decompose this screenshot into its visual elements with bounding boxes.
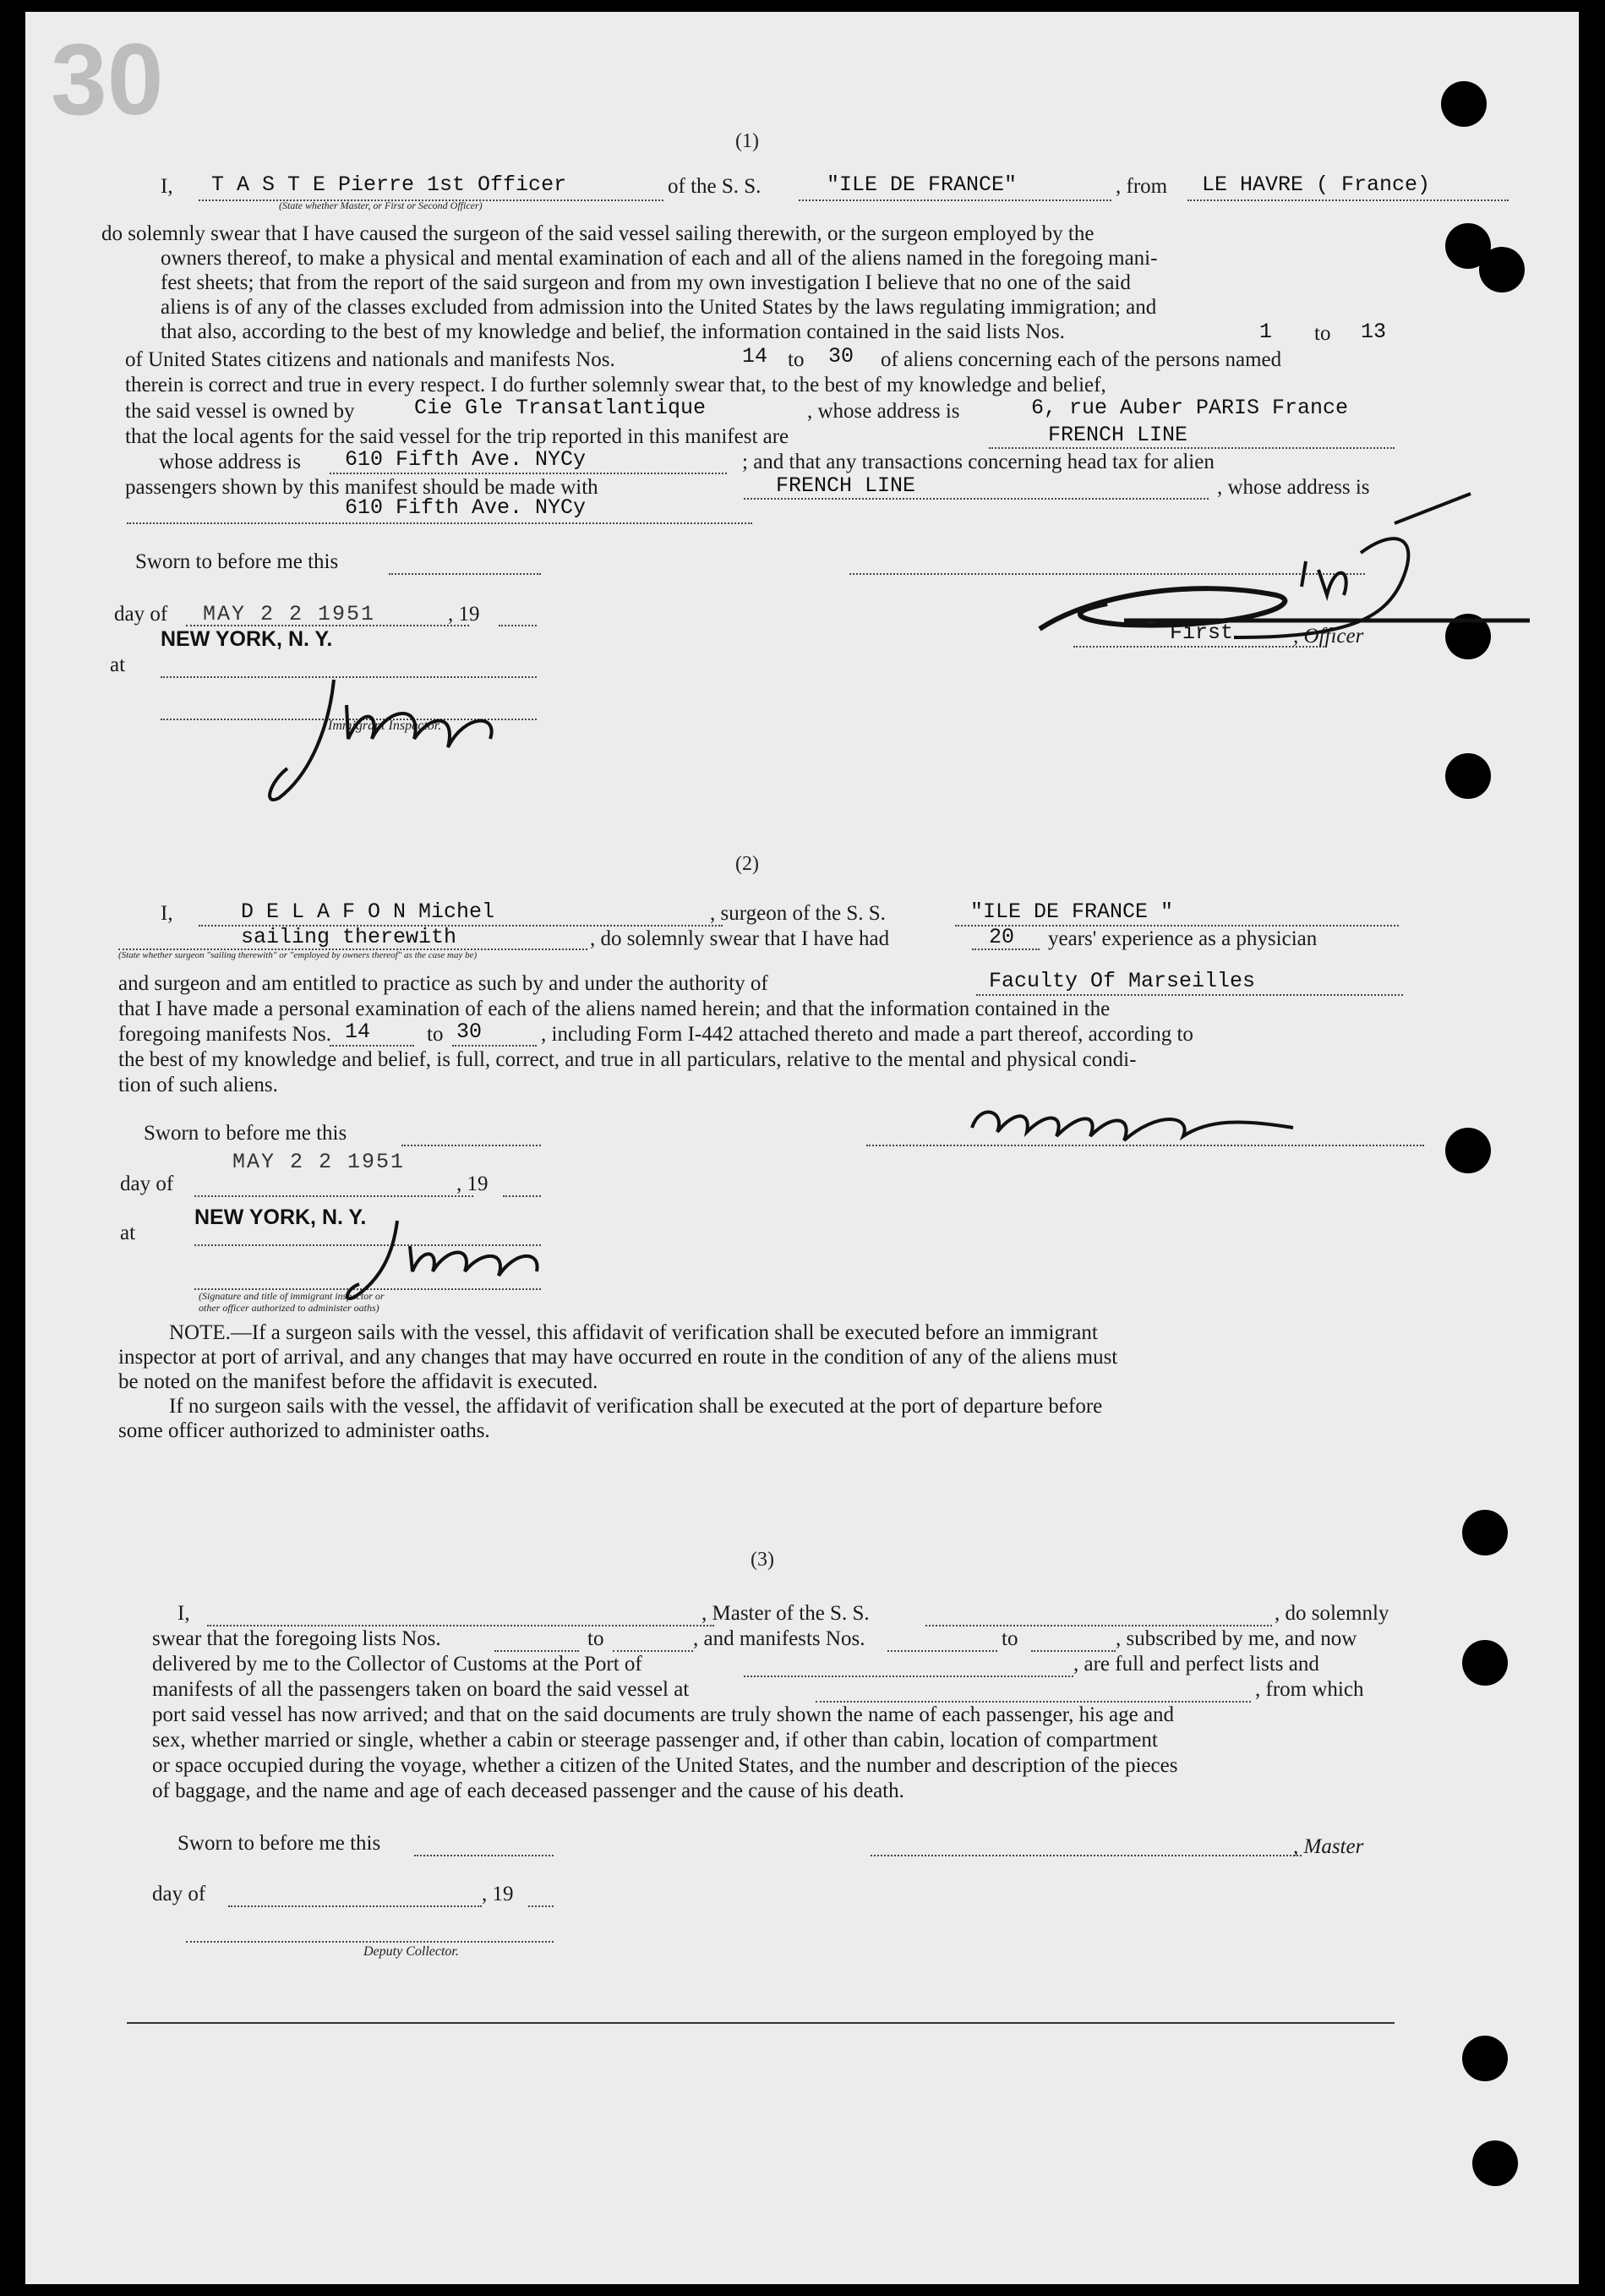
paragraph-line: that also, according to the best of my knowledge and belief, the information contained in the said lists Nos.	[161, 320, 1065, 343]
officer-signature	[1023, 511, 1496, 680]
manifests-to-line	[452, 1045, 537, 1047]
lists-to-number: 13	[1361, 320, 1387, 344]
signature-caption-1: (Signature and title of immigrant inspector or	[199, 1290, 385, 1302]
head-tax-address: 610 Fifth Ave. NYCy	[345, 495, 587, 520]
local-agents: FRENCH LINE	[1048, 423, 1188, 447]
surgeon-ship: "ILE DE FRANCE "	[970, 899, 1174, 924]
vessel-owner: Cie Gle Transatlantique	[414, 396, 707, 420]
head-tax-line	[744, 498, 1209, 500]
day-of-label: day of	[120, 1173, 174, 1195]
officer-caption: , Officer	[1293, 625, 1364, 648]
line-3-a: delivered by me to the Collector of Customs at the Port of	[152, 1653, 642, 1676]
line-11-end: , whose address is	[1217, 476, 1370, 499]
signature-caption-2: other officer authorized to administer oaths)	[199, 1302, 379, 1314]
line-6: the best of my knowledge and belief, is full, correct, and true in all particulars, relative to the mental and physical condi-	[118, 1048, 1137, 1071]
punch-hole	[1441, 81, 1487, 127]
officer-name: T A S T E Pierre 1st Officer	[211, 172, 567, 197]
to-word: to	[788, 348, 805, 371]
line-9-start: that the local agents for the said vessel for the trip reported in this manifest are	[125, 425, 789, 448]
swear-text: , do solemnly swear that I have had	[590, 927, 890, 950]
officer-caption: (State whether Master, or First or Second Officer)	[279, 200, 483, 211]
port-line	[1187, 200, 1509, 201]
year-label: , 19	[456, 1173, 489, 1195]
line-4-a: manifests of all the passengers taken on board the said vessel at	[152, 1678, 690, 1701]
section-2-number: (2)	[735, 853, 759, 875]
manifests-from-line	[330, 1045, 414, 1047]
line-5-end: , including Form I-442 attached thereto and made a part thereof, according to	[541, 1023, 1193, 1046]
note-line: —If a surgeon sails with the vessel, this affidavit of verification shall be executed before an immigrant	[230, 1321, 1098, 1344]
inspector-caption: Immigrant Inspector.	[328, 719, 442, 733]
line-3-start: and surgeon and am entitled to practice as such by and under the authority of	[118, 972, 768, 995]
line-4-b: , from which	[1255, 1678, 1364, 1701]
master-caption: , Master	[1293, 1835, 1364, 1858]
manifests-to: 30	[456, 1020, 483, 1044]
manifests-to-number: 30	[828, 344, 854, 369]
punch-hole	[1462, 2036, 1508, 2081]
collector-caption: Deputy Collector.	[363, 1944, 459, 1959]
note-line: some officer authorized to administer oaths.	[118, 1419, 490, 1442]
port-line	[744, 1676, 1073, 1677]
year-label: , 19	[482, 1883, 514, 1905]
manifests-from-number: 14	[742, 344, 768, 369]
head-tax-with: FRENCH LINE	[776, 473, 916, 498]
ship-name: "ILE DE FRANCE"	[827, 172, 1018, 197]
section-1-i-label: I,	[161, 175, 173, 198]
line-11-start: passengers shown by this manifest should be made with	[125, 476, 598, 499]
surgeon-signature	[955, 1094, 1310, 1162]
line-7: tion of such aliens.	[118, 1074, 278, 1096]
officer-title: First	[1170, 620, 1234, 645]
section-3-number: (3)	[751, 1549, 774, 1571]
owner-address: 6, rue Auber PARIS France	[1031, 396, 1349, 420]
to-word: to	[1314, 322, 1331, 345]
punch-hole	[1462, 1640, 1508, 1686]
sworn-label: Sworn to before me this	[177, 1832, 381, 1855]
paragraph-line: port said vessel has now arrived; and that on the said documents are truly shown the name of each passenger, his age and	[152, 1703, 1175, 1726]
master-of-label: , Master of the S. S.	[702, 1602, 870, 1625]
punch-hole	[1472, 2140, 1518, 2186]
to-word: to	[427, 1023, 444, 1046]
line-2-c: , subscribed by me, and now	[1116, 1627, 1357, 1650]
surgeon-name: D E L A F O N Michel	[241, 899, 495, 924]
surgeon-of-label: , surgeon of the S. S.	[710, 902, 886, 925]
line-6-start: of United States citizens and nationals and manifests Nos.	[125, 348, 615, 371]
date-line	[228, 1905, 482, 1907]
manifest-page	[25, 12, 1579, 2284]
day-of-label: day of	[152, 1883, 206, 1905]
manifests-from-line	[887, 1650, 997, 1652]
paragraph-line: or space occupied during the voyage, whether a citizen of the United States, and the number and description of the pieces	[152, 1754, 1178, 1777]
punch-hole	[1462, 1510, 1508, 1555]
line-8-mid: , whose address is	[807, 400, 960, 423]
of-the-ss-label: of the S. S.	[668, 175, 762, 198]
at-label: at	[110, 653, 126, 676]
day-of-label: day of	[114, 603, 168, 626]
year-line	[528, 1905, 554, 1907]
sworn-line	[401, 1145, 541, 1146]
sailing-status: sailing therewith	[241, 925, 457, 949]
date-line	[194, 1195, 473, 1197]
place-stamp: NEW YORK, N. Y.	[161, 627, 333, 651]
section-2-i-label: I,	[161, 902, 173, 925]
line-2-b: , and manifests Nos.	[693, 1627, 865, 1650]
date-stamp: MAY 2 2 1951	[232, 1150, 406, 1174]
master-signature-line	[871, 1855, 1302, 1856]
inspector-signature	[254, 654, 558, 815]
at-label: at	[120, 1222, 136, 1244]
year-line	[499, 625, 537, 626]
paragraph-line: owners thereof, to make a physical and mental examination of each and all of the aliens named in the foregoing mani-	[161, 247, 1158, 270]
note-line: be noted on the manifest before the affidavit is executed.	[118, 1370, 598, 1393]
punch-hole	[1445, 753, 1491, 799]
sworn-line	[389, 573, 541, 575]
from-label: , from	[1116, 175, 1168, 198]
date-stamp: MAY 2 2 1951	[203, 602, 376, 626]
line-10-end: ; and that any transactions concerning head tax for alien	[742, 451, 1215, 473]
paragraph-line: sex, whether married or single, whether a cabin or steerage passenger and, if other than cabin, location of compartment	[152, 1729, 1158, 1752]
line-6-end: of aliens concerning each of the persons named	[881, 348, 1282, 371]
to-word: to	[1002, 1627, 1018, 1650]
punch-hole	[1445, 1128, 1491, 1173]
section-1-number: (1)	[735, 130, 759, 152]
year-line	[503, 1195, 541, 1197]
note-line: If no surgeon sails with the vessel, the affidavit of verification shall be executed at the port of departure before	[169, 1395, 1103, 1418]
line-10-start: whose address is	[159, 451, 302, 473]
head-tax-address-line	[127, 522, 752, 524]
to-word: to	[587, 1627, 604, 1650]
year-label: , 19	[448, 603, 480, 626]
sworn-line	[414, 1855, 554, 1856]
place-stamp: NEW YORK, N. Y.	[194, 1205, 367, 1229]
sailing-caption: (State whether surgeon "sailing therewith" or "employed by owners thereof" as the case may be)	[118, 950, 478, 960]
line-2-a: swear that the foregoing lists Nos.	[152, 1627, 441, 1650]
line-4: that I have made a personal examination of each of the aliens named herein; and that the information contained in the	[118, 998, 1111, 1020]
departure-port: LE HAVRE ( France)	[1202, 172, 1431, 197]
section-3-i-label: I,	[177, 1602, 190, 1625]
punch-hole	[1479, 247, 1525, 292]
ship-name-line	[799, 200, 1111, 201]
paragraph-line: fest sheets; that from the report of the said surgeon and from my own investigation I believe that no one of the said	[161, 271, 1131, 294]
manifests-from: 14	[345, 1020, 371, 1044]
line-3-b: , are full and perfect lists and	[1073, 1653, 1319, 1676]
note-label: NOTE.	[169, 1321, 231, 1344]
inspector-signature	[338, 1212, 592, 1314]
paragraph-line: aliens is of any of the classes excluded from admission into the United States by the laws regulating immigration; and	[161, 296, 1157, 319]
years-experience: 20	[989, 925, 1015, 949]
authority-line	[976, 994, 1403, 996]
note-paragraph	[118, 1320, 1117, 1443]
agents-address: 610 Fifth Ave. NYCy	[345, 447, 587, 472]
line-8-start: the said vessel is owned by	[125, 400, 355, 423]
bottom-rule	[127, 2022, 1395, 2024]
page-corner-number: 30	[51, 23, 164, 136]
date-line	[186, 625, 469, 626]
sworn-label: Sworn to before me this	[144, 1122, 347, 1145]
paragraph-line: of baggage, and the name and age of each deceased passenger and the cause of his death.	[152, 1779, 904, 1802]
agents-address-line	[330, 473, 727, 474]
sworn-label: Sworn to before me this	[135, 550, 339, 573]
years-text: years' experience as a physician	[1048, 927, 1318, 950]
solemnly-label: , do solemnly	[1275, 1602, 1389, 1625]
line-5-start: foregoing manifests Nos.	[118, 1023, 332, 1046]
lists-from-number: 1	[1259, 320, 1273, 344]
collector-signature-line	[186, 1941, 554, 1943]
agents-line	[989, 447, 1395, 449]
years-line	[972, 948, 1040, 950]
line-7: therein is correct and true in every respect. I do further solemnly swear that, to the best of my knowledge and belief,	[125, 374, 1106, 396]
section-1-paragraph	[101, 221, 1157, 344]
section-3-paragraph	[152, 1703, 1177, 1804]
authority: Faculty Of Marseilles	[989, 969, 1256, 993]
paragraph-line: do solemnly swear that I have caused the surgeon of the said vessel sailing therewith, or the surgeon employed by the	[101, 222, 1095, 245]
note-line: inspector at port of arrival, and any changes that may have occurred en route in the condition of any of the aliens must	[118, 1346, 1118, 1369]
